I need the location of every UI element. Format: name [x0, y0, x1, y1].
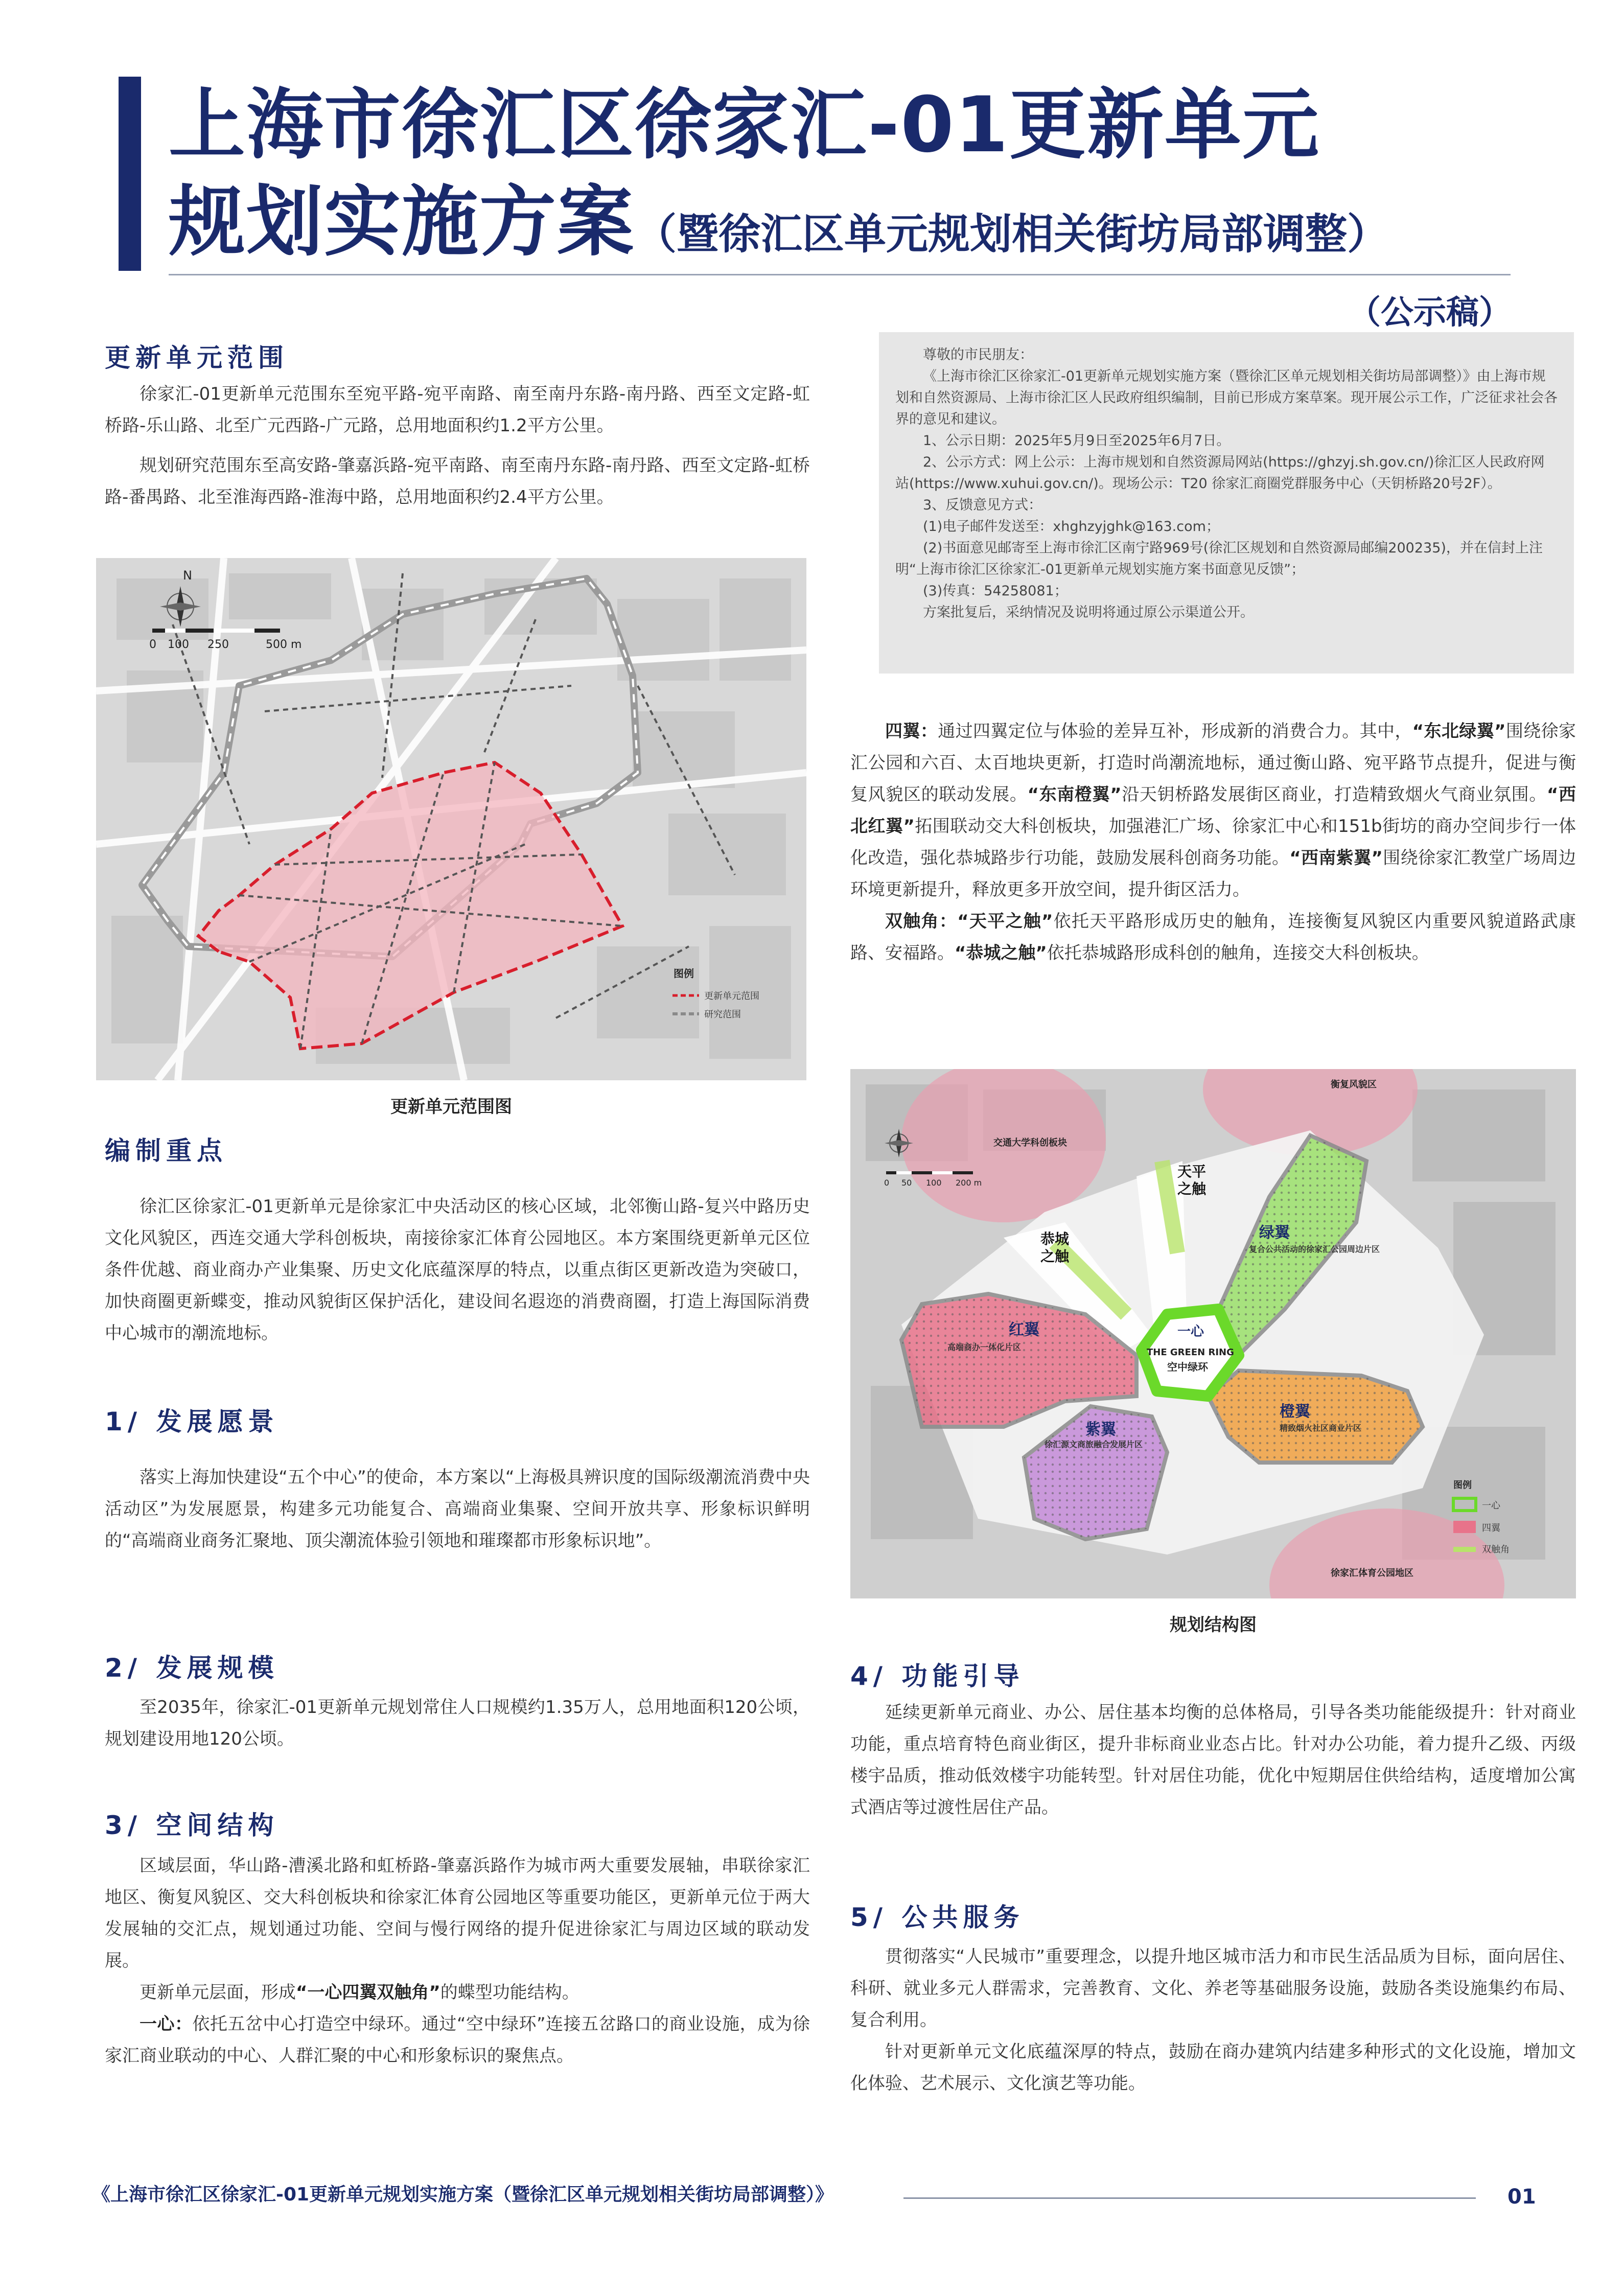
scope-map-graphic [96, 558, 806, 1080]
purple-wing-label: 紫翼 [1085, 1421, 1116, 1439]
scale-label-250: 250 [207, 638, 229, 651]
title-divider [169, 274, 1511, 275]
scale-label-500: 500 m [266, 638, 302, 651]
red-wing-label: 红翼 [1009, 1321, 1039, 1339]
core-label: 一心： [140, 2014, 193, 2034]
title-accent-bar [119, 77, 141, 271]
scale2-label-50: 50 [901, 1178, 912, 1188]
scale-paragraph: 至2035年，徐家汇-01更新单元规划常住人口规模约1.35万人，总用地面积120公顷，规划建设用地120公顷。 [105, 1697, 810, 1749]
green-wing-label: 绿翼 [1259, 1224, 1290, 1242]
function-paragraph: 延续更新单元商业、办公、居住基本均衡的总体格局，引导各类功能能级提升：针对商业功能，重点培育特色商业街区，提升非标商业业态占比。针对办公功能，着力提升乙级、丙级楼宇品质，推动低效楼宇功能转型。针对居住功能，优化中短期居住供给结构，适度增加公寓式酒店等过渡性居住产品。 [850, 1702, 1576, 1818]
wing-se-label: “东南橙翼” [1027, 784, 1122, 805]
horn-gongcheng-line2: 之触 [1040, 1248, 1070, 1265]
page-title-main: 规划实施方案 [169, 178, 635, 267]
wings-text-5: 围绕徐家汇教堂广场周边环境更新提升，释放更多开放空间，提升街区活力。 [850, 848, 1576, 900]
page-title-line1: 上海市徐汇区徐家汇-01更新单元 [169, 81, 1320, 170]
scale2-label-100: 100 [926, 1178, 942, 1188]
focus-paragraph: 徐汇区徐家汇-01更新单元是徐家汇中央活动区的核心区域，北邻衡山路-复兴中路历史文化风貌区，西连交通大学科创板块，南接徐家汇体育公园地区。本方案围绕更新单元区位条件优越、商业商办产业集聚、历史文化底蕴深厚的特点，以重点街区更新改造为突破口，加快商圈更新蝶变，推动风貌街区保护活化，建设间名遐迩的消费商圈，打造上海国际消费中心城市的潮流地标。 [105, 1196, 810, 1343]
structure-paragraph-2 [105, 1977, 810, 2008]
section-heading-vision: 1/ 发展愿景 [105, 1407, 279, 1436]
section-heading-scale: 2/ 发展规模 [105, 1653, 279, 1683]
section-function [850, 1697, 1576, 1823]
legend2-wing: 四翼 [1482, 1523, 1500, 1534]
horn-gongcheng-line1: 恭城 [1040, 1231, 1070, 1247]
wings-text-2: 围绕徐家汇公园和六百、太百地块更新，打造时尚潮流地标，通过衡山路、宛平路节点提升，促进与衡复风貌区的联动发展。 [850, 721, 1576, 805]
area-sports-label: 徐家汇体育公园地区 [1331, 1568, 1413, 1579]
section-wings [850, 715, 1576, 969]
footer-divider [903, 2197, 1476, 2199]
red-wing-desc: 高端商办一体化片区 [947, 1342, 1022, 1352]
horns-paragraph [850, 906, 1576, 969]
section-focus [105, 1191, 810, 1349]
legend-unit-label: 更新单元范围 [704, 991, 759, 1002]
legend-title: 图例 [674, 967, 694, 980]
legend-study-label: 研究范围 [704, 1009, 741, 1020]
horn-2-label: “恭城之触” [955, 943, 1047, 963]
structure-p2-pre: 更新单元层面，形成 [140, 1982, 296, 2003]
scale2-label-200: 200 m [956, 1178, 982, 1188]
ring-cn-label: 空中绿环 [1167, 1361, 1208, 1373]
page-number: 01 [1507, 2185, 1536, 2209]
wing-sw-label: “西南紫翼” [1289, 848, 1383, 868]
notice-item-3: 3、反馈意见方式： [923, 497, 1042, 513]
orange-wing-desc: 精致烟火社区商业片区 [1280, 1423, 1362, 1433]
horns-label: 双触角： [885, 911, 958, 932]
section-vision [105, 1462, 810, 1557]
structure-p2-bold: “一心四翼双触角” [296, 1982, 440, 2003]
section-public [850, 1941, 1576, 2099]
horn-tianping-line1: 天平 [1177, 1163, 1207, 1180]
scope-paragraph-1: 徐家汇-01更新单元范围东至宛平路-宛平南路、南至南丹东路-南丹路、西至文定路-虹桥路-乐山路、北至广元西路-广元路，总用地面积约1.2平方公里。 [105, 384, 810, 436]
notice-greeting: 尊敬的市民朋友： [923, 347, 1033, 363]
legend2-core: 一心 [1482, 1500, 1500, 1511]
scale-bar [149, 629, 301, 651]
core-text: 依托五岔中心打造空中绿环。通过“空中绿环”连接五岔路口的商业设施，成为徐家汇商业联动的中心、人群汇聚的中心和形象标识的聚焦点。 [105, 2014, 810, 2066]
status-label: （公示稿） [1348, 294, 1512, 332]
section-heading-structure: 3/ 空间结构 [105, 1811, 279, 1840]
core-label-map: 一心 [1177, 1324, 1204, 1339]
notice-item-3-1: (1)电子邮件发送至：xhghzyjghk@163.com； [923, 519, 1220, 535]
scale-label-100: 100 [168, 638, 189, 651]
ring-en-label: THE GREEN RING [1147, 1347, 1234, 1358]
structure-map-caption: 规划结构图 [1170, 1615, 1257, 1635]
notice-item-2: 2、公示方式：网上公示：上海市规划和自然资源局网站(https://ghzyj.sh.gov.cn/)徐汇区人民政府网站(https://www.xuhui.gov.cn/)。现场公示：T20 徐家汇商圈党群服务中心（天钥桥路20号2F）。 [895, 454, 1545, 492]
notice-item-1: 1、公示日期：2025年5月9日至2025年6月7日。 [923, 433, 1231, 449]
structure-map [850, 1069, 1576, 1598]
north-label: N [183, 568, 192, 583]
scale2-label-0: 0 [884, 1178, 890, 1188]
scope-map [96, 558, 806, 1080]
structure-paragraph-3 [105, 2008, 810, 2072]
section-scale [105, 1691, 810, 1755]
horn-2-text: 依托恭城路形成科创的触角，连接交大科创板块。 [1047, 943, 1429, 963]
wings-text-3: 沿天钥桥路发展街区商业，打造精致烟火气商业氛围。 [1121, 784, 1547, 805]
legend2-title: 图例 [1453, 1480, 1472, 1491]
wings-text-1: 通过四翼定位与体验的差异互补，形成新的消费合力。其中， [938, 721, 1412, 741]
structure-map-graphic [850, 1069, 1576, 1598]
section-heading-scope: 更新单元范围 [105, 343, 289, 373]
footer-document-title: 《上海市徐汇区徐家汇-01更新单元规划实施方案（暨徐汇区单元规划相关街坊局部调整）》 [92, 2184, 834, 2205]
public-paragraph-1: 贯彻落实“人民城市”重要理念，以提升地区城市活力和市民生活品质为目标，面向居住、科研、就业多元人群需求，完善教育、文化、养老等基础服务设施，鼓励各类设施集约布局、复合利用。 [850, 1946, 1576, 2030]
horn-1-text: 依托天平路形成历史的触角，连接衡复风貌区内重要风貌道路武康路、安福路。 [850, 911, 1576, 963]
green-wing-desc: 复合公共活动的徐家汇公园周边片区 [1249, 1244, 1380, 1254]
section-scope [105, 378, 810, 513]
legend2-horn: 双触角 [1482, 1544, 1510, 1555]
section-heading-focus: 编制重点 [105, 1136, 227, 1166]
notice-item-3-3: (3)传真：54258081； [923, 583, 1068, 599]
scope-map-caption: 更新单元范围图 [390, 1097, 512, 1117]
section-heading-function: 4/ 功能引导 [850, 1661, 1025, 1691]
horn-tianping-line2: 之触 [1177, 1180, 1207, 1197]
horn-1-label: “天平之触” [957, 911, 1053, 932]
notice-item-3-2: (2)书面意见邮寄至上海市徐汇区南宁路969号(徐汇区规划和自然资源局邮编200235)，并在信封上注明“上海市徐汇区徐家汇-01更新单元规划实施方案书面意见反馈”； [895, 540, 1543, 577]
scope-paragraph-2: 规划研究范围东至高安路-肇嘉浜路-宛平南路、南至南丹东路-南丹路、西至文定路-虹桥路-番禺路、北至淮海西路-淮海中路，总用地面积约2.4平方公里。 [105, 455, 810, 507]
wings-text-4: 拓围联动交大科创板块，加强港汇广场、徐家汇中心和151b街坊的商办空间步行一体化改造，强化恭城路步行功能，鼓励发展科创商务功能。 [850, 816, 1576, 868]
section-structure [105, 1850, 810, 2072]
page-title-sub: （暨徐汇区单元规划相关街坊局部调整） [635, 210, 1389, 259]
notice-closing: 方案批复后，采纳情况及说明将通过原公示渠道公开。 [923, 605, 1254, 620]
area-jiaoda-label: 交通大学科创板块 [993, 1138, 1067, 1148]
wings-label: 四翼： [885, 721, 938, 741]
notice-intro: 《上海市徐汇区徐家汇-01更新单元规划实施方案（暨徐汇区单元规划相关街坊局部调整）》由上海市规划和自然资源局、上海市徐汇区人民政府组织编制，目前已形成方案草案。现开展公示工作，广泛征求社会各界的意见和建议。 [895, 368, 1558, 427]
vision-paragraph: 落实上海加快建设“五个中心”的使命，本方案以“上海极具辨识度的国际级潮流消费中央活动区”为发展愿景，构建多元功能复合、高端商业集聚、空间开放共享、形象标识鲜明的“高端商业商务汇聚地、顶尖潮流体验引领地和璀璨都市形象标识地”。 [105, 1467, 810, 1551]
area-hengfu-label: 衡复风貌区 [1331, 1079, 1377, 1090]
wing-ne-label: “东北绿翼” [1412, 721, 1506, 741]
orange-wing-label: 橙翼 [1280, 1403, 1310, 1421]
section-heading-public: 5/ 公共服务 [850, 1903, 1025, 1932]
page-title-line2 [169, 174, 1389, 283]
structure-p2-post: 的蝶型功能结构。 [440, 1982, 579, 2003]
scale-label-0: 0 [149, 638, 156, 651]
structure-paragraph-1: 区域层面，华山路-漕溪北路和虹桥路-肇嘉浜路作为城市两大重要发展轴，串联徐家汇地区、衡复风貌区、交大科创板块和徐家汇体育公园地区等重要功能区，更新单元位于两大发展轴的交汇点，规划通过功能、空间与慢行网络的提升促进徐家汇与周边区域的联动发展。 [105, 1856, 810, 1971]
wings-paragraph [850, 715, 1576, 906]
purple-wing-desc: 徐汇源文商旅融合发展片区 [1045, 1440, 1143, 1449]
public-paragraph-2: 针对更新单元文化底蕴深厚的特点，鼓励在商办建筑内结建多种形式的文化设施，增加文化体验、艺术展示、文化演艺等功能。 [850, 2042, 1576, 2094]
public-notice-box [879, 332, 1574, 674]
wing-nw-label: “西北红翼” [850, 784, 1576, 837]
